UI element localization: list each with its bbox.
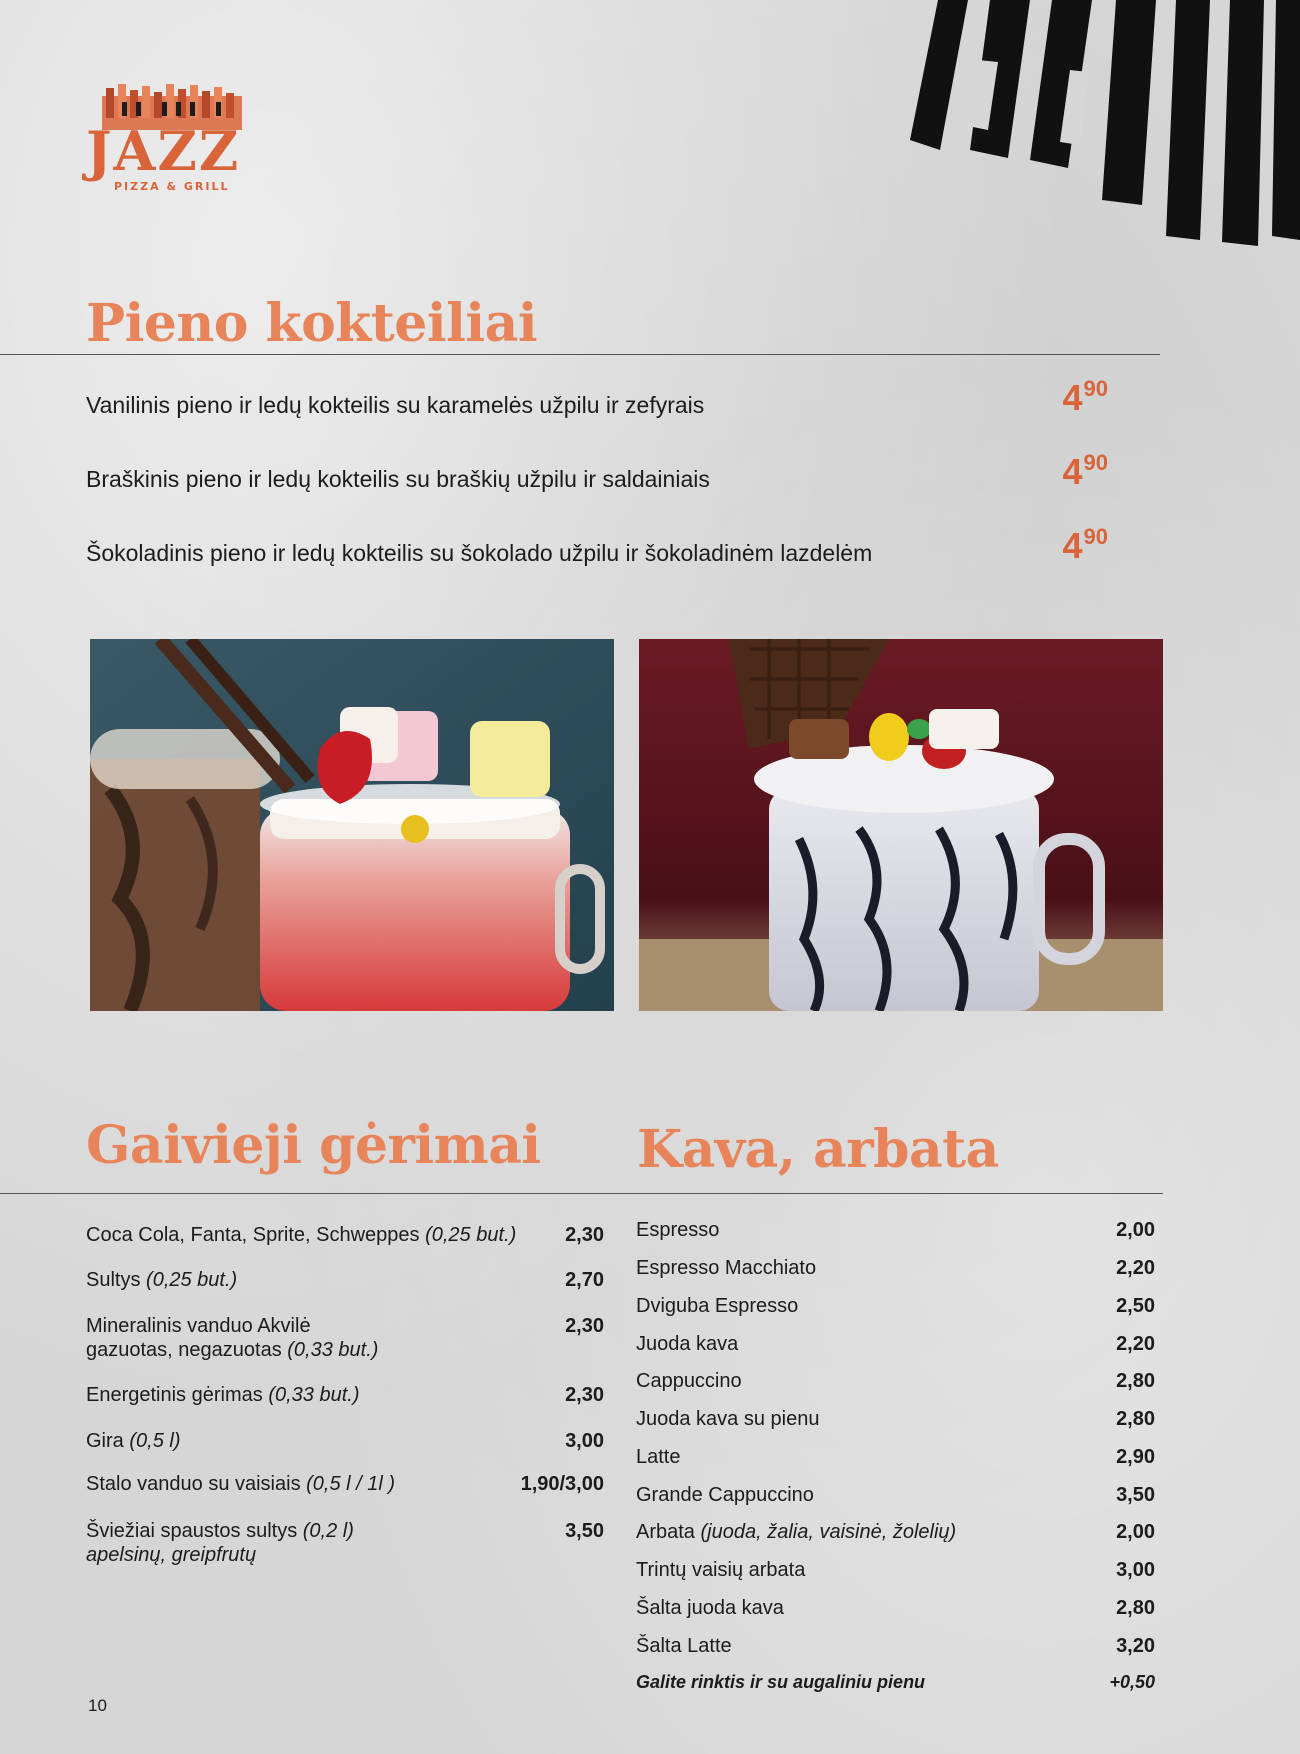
menu-item [636, 1596, 1155, 1620]
menu-item [636, 1634, 1155, 1658]
item-price: 3,00 [565, 1430, 604, 1452]
item-name: Grande Cappuccino [636, 1484, 814, 1506]
price-cents: 90 [1083, 376, 1108, 401]
item-price: 2,00 [1116, 1521, 1155, 1543]
note-price: +0,50 [1109, 1672, 1155, 1692]
item-name [86, 1223, 516, 1247]
item-price [1038, 378, 1108, 416]
item-price: 3,50 [565, 1520, 604, 1542]
item-label: Arbata [636, 1521, 695, 1543]
brand-logo [84, 84, 254, 194]
item-name [86, 1268, 237, 1292]
item-detail: (0,2 l) [302, 1520, 354, 1542]
item-price: 2,70 [565, 1269, 604, 1291]
menu-item [636, 1218, 1155, 1242]
menu-item [86, 526, 1108, 567]
item-price: 2,30 [565, 1315, 604, 1337]
item-name [86, 1429, 180, 1453]
menu-item [86, 378, 1108, 419]
item-price: 2,30 [565, 1224, 604, 1246]
price-cents: 90 [1083, 450, 1108, 475]
item-detail: (0,5 l / 1l ) [306, 1473, 396, 1495]
item-detail: (0,25 but.) [425, 1224, 517, 1246]
menu-item [86, 1472, 604, 1496]
item-label: Energetinis gėrimas [86, 1384, 263, 1406]
brand-name: JAZZ [86, 119, 241, 183]
item-detail: (0,5 l) [129, 1430, 181, 1452]
item-label: Sultys [86, 1269, 141, 1291]
drinks-divider [0, 1193, 1163, 1194]
item-price: 2,80 [1116, 1597, 1155, 1619]
menu-item [636, 1256, 1155, 1280]
page-number: 10 [88, 1696, 107, 1715]
item-price: 2,20 [1116, 1333, 1155, 1355]
item-name [86, 1314, 378, 1362]
item-label: Gira [86, 1430, 124, 1452]
item-name: Trintų vaisių arbata [636, 1559, 806, 1581]
item-label: Coca Cola, Fanta, Sprite, Schweppes [86, 1224, 420, 1246]
piano-keys-decoration-icon [880, 0, 1300, 250]
item-name [86, 1519, 354, 1567]
item-name: Šokoladinis pieno ir ledų kokteilis su šokolado užpilu ir šokoladinėm lazdelėm [86, 540, 873, 566]
item-price: 2,80 [1116, 1408, 1155, 1430]
menu-item [86, 1429, 604, 1453]
item-label-line2: gazuotas, negazuotas [86, 1339, 282, 1361]
soft-drinks-title: Gaivieji gėrimai [86, 1115, 541, 1176]
price-cents: 90 [1083, 524, 1108, 549]
item-name [86, 1472, 395, 1496]
item-name [86, 1383, 359, 1407]
brand-tagline: PIZZA & GRILL [114, 180, 230, 193]
milkshakes-divider [0, 354, 1160, 355]
item-price [1038, 526, 1108, 564]
item-detail: apelsinų, greipfrutų [86, 1544, 257, 1566]
item-name: Latte [636, 1446, 681, 1468]
item-label: Mineralinis vanduo Akvilė [86, 1315, 311, 1337]
menu-item [636, 1407, 1155, 1431]
item-price: 3,20 [1116, 1635, 1155, 1657]
item-name: Juoda kava su pienu [636, 1408, 820, 1430]
menu-item [86, 1314, 604, 1362]
menu-item [636, 1369, 1155, 1393]
item-name: Dviguba Espresso [636, 1295, 799, 1317]
price-main: 4 [1062, 451, 1083, 492]
menu-item [86, 452, 1108, 493]
item-price: 2,80 [1116, 1370, 1155, 1392]
menu-item [636, 1294, 1155, 1318]
plant-milk-note [636, 1672, 1155, 1693]
item-label: Šviežiai spaustos sultys [86, 1520, 298, 1542]
item-price: 3,50 [1116, 1484, 1155, 1506]
item-price: 1,90/3,00 [520, 1473, 604, 1495]
menu-item [636, 1558, 1155, 1582]
menu-item [636, 1332, 1155, 1356]
menu-item [636, 1520, 1155, 1544]
milkshakes-title: Pieno kokteiliai [86, 293, 538, 354]
item-price: 2,50 [1116, 1295, 1155, 1317]
note-text: Galite rinktis ir su augaliniu pienu [636, 1672, 926, 1692]
coffee-tea-title: Kava, arbata [637, 1119, 999, 1180]
item-name: Šalta Latte [636, 1635, 732, 1657]
item-name: Šalta juoda kava [636, 1597, 784, 1619]
item-price [1038, 452, 1108, 490]
menu-item [86, 1519, 604, 1567]
item-price: 2,30 [565, 1384, 604, 1406]
chocolate-milkshake-photo [639, 639, 1163, 1011]
strawberry-milkshake-photo [90, 639, 614, 1011]
item-price: 3,00 [1116, 1559, 1155, 1581]
price-main: 4 [1062, 377, 1083, 418]
menu-item [86, 1223, 604, 1247]
item-detail: (juoda, žalia, vaisinė, žolelių) [700, 1521, 957, 1543]
item-name: Espresso [636, 1219, 720, 1241]
item-price: 2,90 [1116, 1446, 1155, 1468]
item-detail: (0,25 but.) [146, 1269, 238, 1291]
price-main: 4 [1062, 525, 1083, 566]
item-label: Stalo vanduo su vaisiais [86, 1473, 301, 1495]
menu-item [636, 1445, 1155, 1469]
item-name: Espresso Macchiato [636, 1257, 817, 1279]
menu-item [636, 1483, 1155, 1507]
item-name [636, 1520, 956, 1544]
menu-item [86, 1383, 604, 1407]
menu-item [86, 1268, 604, 1292]
item-name: Vanilinis pieno ir ledų kokteilis su karamelės užpilu ir zefyrais [86, 392, 705, 418]
item-name: Braškinis pieno ir ledų kokteilis su braškių užpilu ir saldainiais [86, 466, 710, 492]
item-name: Cappuccino [636, 1370, 742, 1392]
item-price: 2,20 [1116, 1257, 1155, 1279]
item-detail: (0,33 but.) [287, 1339, 379, 1361]
item-detail: (0,33 but.) [268, 1384, 360, 1406]
item-price: 2,00 [1116, 1219, 1155, 1241]
item-name: Juoda kava [636, 1333, 739, 1355]
